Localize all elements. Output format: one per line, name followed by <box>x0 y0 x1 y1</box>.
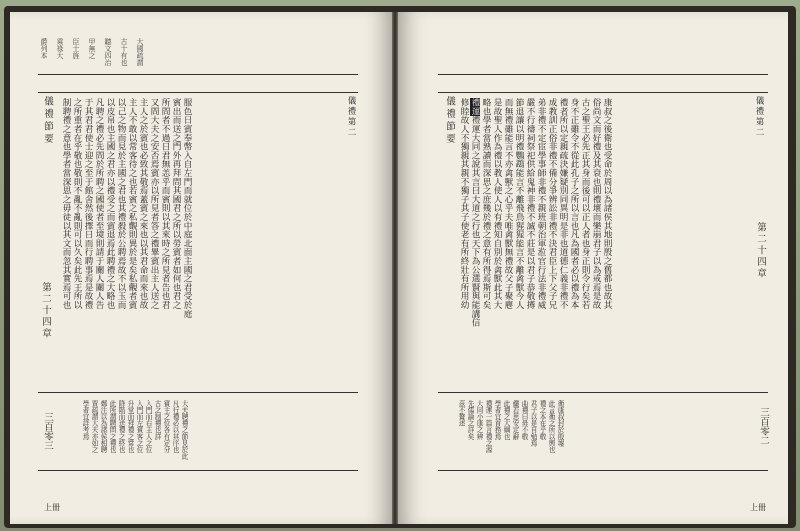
text-column: 所問者不過日君無恙乎而賓則以其來時之所見者告也君 <box>160 98 170 310</box>
side-title: 儀禮節要 <box>42 96 53 146</box>
annotation: 茲不贅述 <box>457 400 465 427</box>
top-note: 爵列本 <box>40 38 48 59</box>
right-annotations <box>456 400 564 462</box>
footer-rule <box>438 470 768 471</box>
text-column: 禮者所以定親疏決嫌疑別同異明是非也道德仁義非禮不 <box>558 98 568 310</box>
text-column: 弟非禮不定宦學事師非禮不親班朝治軍涖官行法非禮威 <box>536 98 546 310</box>
text-column: 是故聖人作為禮以教人使人以有禮知自別於禽獸此其大 <box>492 98 502 310</box>
top-note: 大國疏謂 <box>136 38 144 66</box>
section-title: 儀禮第二 <box>754 96 764 138</box>
text-column: 服色日賓奉幣入自左門而就位於中庭北面主國之君受於庭 <box>182 98 192 318</box>
text-column: 以己之物而見於主國之君也其禮殺於公聘焉故不以玉而 <box>116 98 126 310</box>
text-column <box>469 98 480 386</box>
right-page <box>398 12 788 524</box>
annotation: 大同小康之辨 <box>475 400 483 440</box>
annotation: 此言衛之所以興也 <box>547 400 555 453</box>
top-note: 臣士旌 <box>72 38 80 59</box>
annotation: 學者宜詳考焉 <box>81 400 89 440</box>
annotation: 升堂而拜禮之常也 <box>126 400 134 453</box>
highlighted-heading: 禮運 <box>470 98 480 116</box>
left-top-notes <box>40 38 144 72</box>
annotation: 入門而右主人之位 <box>144 400 152 453</box>
top-note: 甲無之 <box>88 38 96 59</box>
page-number: 三百零二 <box>758 407 769 445</box>
text-column: 制聘禮之意也學者當深思之毋徒以其文而忽其實焉可也 <box>61 98 71 310</box>
annotation: 君子以是自勉焉 <box>529 400 537 447</box>
top-note: 古十有也 <box>120 38 128 66</box>
text-column: 古之聖王必先正其身而後可以正人者也身正則令行矣若 <box>580 98 590 310</box>
side-title: 儀禮節要 <box>444 96 455 146</box>
text-column: 主人不敢以常客待之也若賓之私覿則異於是矣私覿者賓 <box>127 98 137 310</box>
annotation: 先儒論之詳矣 <box>466 400 474 440</box>
text-column: 修睦故人不獨親其親不獨子其子使老有所終壯有所用幼 <box>459 98 469 310</box>
annotation: 衛康叔封於殷墟 <box>556 400 564 447</box>
text-column: 嚴不行禱祠祭祀供給鬼神非禮不誠不莊是以君子恭敬撙 <box>525 98 535 310</box>
footer-rule <box>38 470 358 471</box>
top-note: 乘祿大 <box>56 38 64 59</box>
annotation: 禮運一篇言禮之源 <box>484 400 492 453</box>
header-rule <box>438 92 768 93</box>
folio: 上冊 <box>44 503 60 512</box>
left-page <box>10 12 392 524</box>
annotation: 入門而左賓客之位 <box>135 400 143 453</box>
header-rule <box>438 74 768 75</box>
annotation: 鄭注以為諸侯相聘 <box>99 400 107 453</box>
header-rule <box>38 74 358 75</box>
annotation: 賓主之位各有定分 <box>162 400 170 453</box>
text-column: 身不正雖令不從此孔子之所以言也凡為國者必以禮為本 <box>569 98 579 310</box>
text-column: 之所重者在乎敬也敬則不亂不亂則可以久矣此先王所以 <box>72 98 82 310</box>
text-column: 主人之於賓也必致其敬焉蓋賓之來也以其君命而來也故 <box>138 98 148 310</box>
text-column: 于其君君使士迎之至于館舍然後擇日而行聘事焉是故禮 <box>83 98 93 310</box>
section-title: 儀禮第二 <box>346 96 356 138</box>
text-column: 以皮帛也主國之君亦以禮受之而賓退焉此聘禮之大略也 <box>105 98 115 310</box>
text-column: 賓出而送之門外再拜問其國君之所以勞賓者如何也君之 <box>171 98 181 310</box>
left-main-text <box>60 98 192 386</box>
left-annotations <box>80 400 188 462</box>
annotation: 此禮之大綱也 <box>502 400 510 440</box>
folio: 上冊 <box>750 503 766 512</box>
text-column: 康叔之後衛也受命於周以為諸侯其地則殷之舊都也故其 <box>602 98 612 310</box>
text-column: 節退讓以明禮鸚鵡能言不離飛鳥猩猩能言不離禽獸今人 <box>514 98 524 310</box>
top-note: 聽文四治 <box>104 38 112 66</box>
annotation: 儼若思安定辭 <box>511 400 519 440</box>
annotation: 賈疏謂大夫亦如之 <box>90 400 98 453</box>
right-main-text <box>458 98 612 386</box>
notes-divider <box>38 392 358 393</box>
page-number: 三百零三 <box>42 412 53 450</box>
annotation: 大夫聘禮之節見於此 <box>180 400 188 460</box>
text-column: 略也學者當熟讀而深思之庶幾於禮之意有所得焉斯可矣 <box>481 98 491 310</box>
annotation: 禮之本在乎敬 <box>538 400 546 440</box>
chapter-label: 第二十四章 <box>40 282 51 340</box>
annotation: 曲禮曰毋不敬 <box>520 400 528 440</box>
header-rule <box>38 92 358 93</box>
annotation: 古之制禮也詳 <box>153 400 161 440</box>
notes-divider <box>438 392 768 393</box>
annotation: 學者宜首務焉 <box>493 400 501 440</box>
text-column: 又問大夫之安否焉賓亦以所見者答之禮畢賓出主人送之 <box>149 98 159 310</box>
text-column: 凡聘之禮必先問於所聘之國使者至境則請于關人關人告 <box>94 98 104 310</box>
annotation: 降階而送禮之終也 <box>117 400 125 453</box>
annotation: 此所謂聘問之禮也 <box>108 400 116 453</box>
text-column: 而無禮雖能言不亦禽獸之心乎夫唯禽獸無禮故父子聚麀 <box>503 98 513 310</box>
text-column-content: 禮運大同之說其言曰大道之行也天下為公選賢與能講信 <box>470 115 480 327</box>
text-column: 成教訓正俗非禮不備分爭辨訟非禮不決君臣上下父子兄 <box>547 98 557 310</box>
annotation: 凡行禮必以其序也 <box>171 400 179 453</box>
text-column: 俗尚文而好禮及其衰也則禮壞而樂崩君子以為戒焉是故 <box>591 98 601 310</box>
chapter-label: 第二十四章 <box>755 222 766 280</box>
